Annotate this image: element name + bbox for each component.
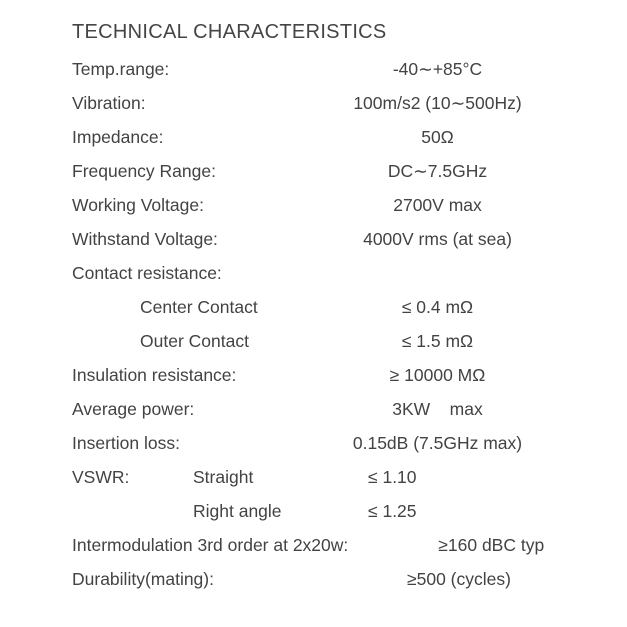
spec-value: 2700V max [393, 195, 482, 215]
spec-row-insertion-loss [72, 426, 607, 460]
spec-row-vswr-right-angle [72, 494, 607, 528]
spec-row-outer-contact [72, 324, 607, 358]
spec-row-contact-resistance [72, 256, 607, 290]
spec-row-working-voltage [72, 188, 607, 222]
spec-row-vibration [72, 86, 607, 120]
spec-table [72, 52, 607, 596]
spec-label: Impedance: [72, 127, 164, 147]
spec-label: Insulation resistance: [72, 365, 237, 385]
spec-value: -40∼+85°C [392, 59, 483, 79]
spec-row-vswr-straight [72, 460, 607, 494]
spec-value: ≤ 0.4 mΩ [401, 297, 474, 317]
spec-label [72, 494, 310, 528]
spec-label: Working Voltage: [72, 195, 204, 215]
spec-value: ≤ 1.10 [368, 467, 417, 487]
spec-value: 3KW max [392, 399, 483, 419]
spec-label: Temp.range: [72, 59, 170, 79]
spec-label: Vibration: [72, 93, 146, 113]
spec-row-temp-range [72, 52, 607, 86]
spec-value: ≥500 (cycles) [407, 569, 511, 589]
spec-value: ≥160 dBC typ [438, 535, 545, 555]
spec-label: Durability(mating): [72, 569, 214, 589]
spec-label: Average power: [72, 399, 195, 419]
spec-row-center-contact [72, 290, 607, 324]
spec-label [72, 460, 310, 494]
spec-label-main: VSWR: [72, 467, 130, 487]
spec-row-insulation-resistance [72, 358, 607, 392]
spec-row-withstand-voltage [72, 222, 607, 256]
spec-value: ≥ 10000 MΩ [389, 365, 486, 385]
spec-sublabel: Right angle [193, 501, 282, 521]
spec-value: ≤ 1.5 mΩ [401, 331, 474, 351]
spec-value: 50Ω [421, 127, 454, 147]
spec-label: Center Contact [140, 297, 258, 317]
spec-label: Contact resistance: [72, 263, 222, 283]
spec-row-impedance [72, 120, 607, 154]
spec-row-frequency-range [72, 154, 607, 188]
spec-label: Outer Contact [140, 331, 249, 351]
spec-label: Intermodulation 3rd order at 2x20w: [72, 535, 349, 555]
page-title: TECHNICAL CHARACTERISTICS [72, 21, 387, 43]
spec-value: 4000V rms (at sea) [363, 229, 512, 249]
spec-sublabel: Straight [193, 467, 254, 487]
spec-row-intermodulation [72, 528, 607, 562]
spec-value: 0.15dB (7.5GHz max) [352, 433, 523, 453]
spec-value: DC∼7.5GHz [387, 161, 488, 181]
spec-value: 100m/s2 (10∼500Hz) [353, 93, 522, 113]
spec-row-durability [72, 562, 607, 596]
spec-label: Insertion loss: [72, 433, 180, 453]
spec-label: Frequency Range: [72, 161, 216, 181]
spec-value: ≤ 1.25 [368, 501, 417, 521]
spec-label: Withstand Voltage: [72, 229, 218, 249]
spec-row-average-power [72, 392, 607, 426]
